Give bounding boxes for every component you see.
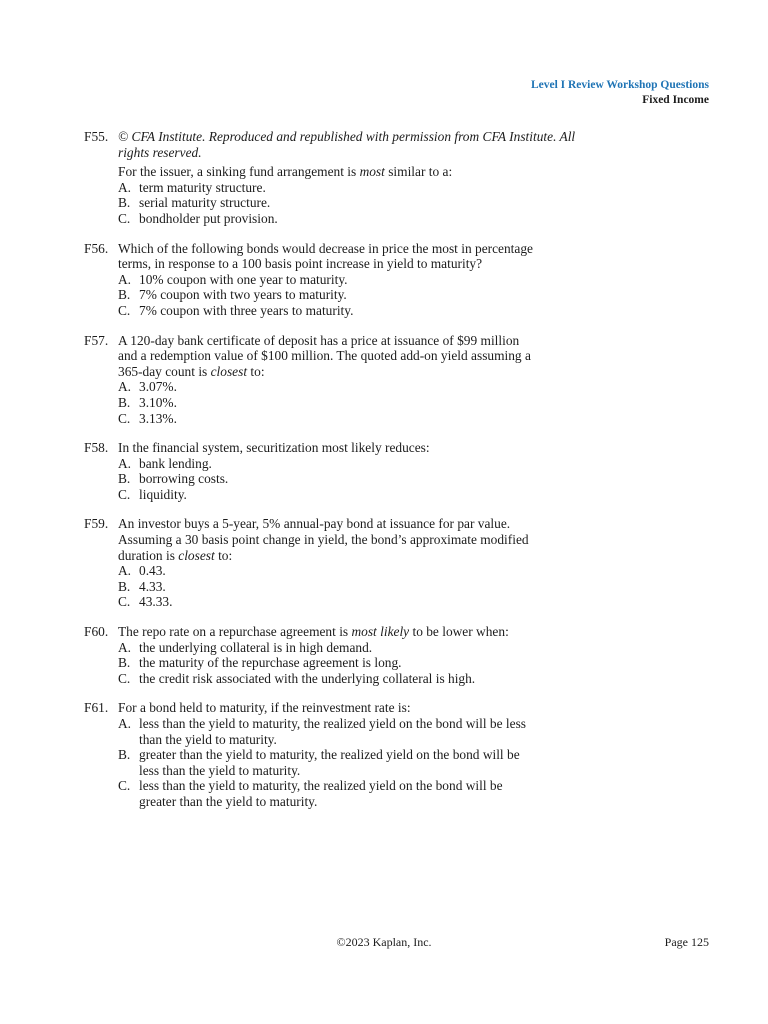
option-letter: C. <box>118 594 131 610</box>
question-list <box>84 129 584 824</box>
option-c <box>118 594 584 610</box>
option-letter: C. <box>118 410 131 426</box>
option-c <box>118 671 584 687</box>
option-text: greater than the yield to maturity, the realized yield on the bond will be <box>139 747 520 763</box>
option-text: greater than the yield to maturity. <box>139 793 318 809</box>
option-letter: A. <box>118 179 132 195</box>
option-letter: A. <box>118 271 132 287</box>
stem-line: Which of the following bonds would decrease in price the most in percentage <box>118 240 533 256</box>
option-text: than the yield to maturity. <box>139 731 277 747</box>
option-text: term maturity structure. <box>139 179 266 195</box>
notice-line: rights reserved. <box>118 144 202 160</box>
option-text: 10% coupon with one year to maturity. <box>139 271 348 287</box>
option-a <box>118 716 584 747</box>
option-a <box>118 563 584 579</box>
option-text: the maturity of the repurchase agreement is long. <box>139 655 402 671</box>
option-text: borrowing costs. <box>139 471 229 487</box>
stem-emphasis: most <box>359 164 385 180</box>
stem-line: For a bond held to maturity, if the reinvestment rate is: <box>118 700 411 716</box>
stem-text: 365-day count is <box>118 363 211 379</box>
stem-emphasis: most likely <box>351 624 410 640</box>
option-letter: C. <box>118 302 131 318</box>
stem-line <box>118 624 584 640</box>
page-number: Page 125 <box>664 935 709 949</box>
option-letter: A. <box>118 379 132 395</box>
option-text: 7% coupon with three years to maturity. <box>139 302 354 318</box>
option-text: 4.33. <box>139 578 166 594</box>
question-f58 <box>84 440 584 502</box>
option-letter: C. <box>118 210 131 226</box>
question-f61 <box>84 700 584 809</box>
option-text: less than the yield to maturity. <box>139 762 301 778</box>
option-letter: B. <box>118 195 131 211</box>
stem-emphasis: closest <box>210 363 248 379</box>
option-text: less than the yield to maturity, the realized yield on the bond will be less <box>139 716 526 731</box>
option-c <box>118 211 584 227</box>
option-text: 3.13%. <box>139 410 177 426</box>
stem-text: duration is <box>118 547 179 563</box>
option-letter: A. <box>118 455 132 471</box>
option-b <box>118 287 584 303</box>
option-b <box>118 395 584 411</box>
option-letter: C. <box>118 486 131 502</box>
stem-text: The repo rate on a repurchase agreement is <box>118 624 352 640</box>
option-letter: B. <box>118 578 131 594</box>
option-letter: A. <box>118 716 132 731</box>
option-a <box>118 180 584 196</box>
stem-line: In the financial system, securitization most likely reduces: <box>118 440 430 456</box>
option-text: 43.33. <box>139 594 173 610</box>
stem-text: to be lower when: <box>409 624 509 640</box>
option-text: serial maturity structure. <box>139 195 271 211</box>
option-letter: B. <box>118 747 131 763</box>
question-number: F60. <box>84 624 109 640</box>
option-letter: B. <box>118 471 131 487</box>
stem-line: An investor buys a 5-year, 5% annual-pay bond at issuance for par value. <box>118 516 511 532</box>
question-f57 <box>84 333 584 427</box>
stem-text: to: <box>214 547 233 563</box>
option-text: 3.07%. <box>139 379 177 395</box>
copyright-notice <box>118 129 584 160</box>
option-letter: C. <box>118 670 131 686</box>
header-title: Level I Review Workshop Questions <box>530 79 709 91</box>
option-letter: B. <box>118 655 131 671</box>
option-letter: B. <box>118 287 131 303</box>
option-c <box>118 411 584 427</box>
option-text: bondholder put provision. <box>139 210 278 226</box>
page-header <box>531 78 709 107</box>
question-number: F61. <box>84 700 109 716</box>
option-text: the underlying collateral is in high demand. <box>139 639 373 655</box>
stem-text: For the issuer, a sinking fund arrangement is <box>118 164 360 180</box>
stem-line <box>118 548 584 564</box>
notice-line: © CFA Institute. Reproduced and republished with permission from CFA Institute. All <box>118 129 576 144</box>
option-b <box>118 579 584 595</box>
option-text: liquidity. <box>139 486 187 502</box>
question-number: F58. <box>84 440 109 456</box>
option-text: bank lending. <box>139 455 212 471</box>
option-b <box>118 655 584 671</box>
option-c <box>118 487 584 503</box>
option-letter: B. <box>118 394 131 410</box>
option-text: 7% coupon with two years to maturity. <box>139 287 347 303</box>
stem-line: Assuming a 30 basis point change in yield, the bond’s approximate modified <box>118 532 529 548</box>
option-a <box>118 272 584 288</box>
option-c <box>118 778 584 809</box>
stem-line: A 120-day bank certificate of deposit has a price at issuance of $99 million <box>118 332 520 348</box>
question-stem <box>118 164 584 180</box>
option-b <box>118 471 584 487</box>
stem-emphasis: closest <box>178 547 215 563</box>
option-c <box>118 303 584 319</box>
stem-line <box>118 364 584 380</box>
option-a <box>118 456 584 472</box>
stem-text: to: <box>247 363 265 379</box>
option-b <box>118 195 584 211</box>
option-b <box>118 747 584 778</box>
question-f55 <box>84 129 584 227</box>
question-f60 <box>84 624 584 686</box>
option-text: less than the yield to maturity, the realized yield on the bond will be <box>139 778 503 794</box>
footer-copyright: ©2023 Kaplan, Inc. <box>336 935 432 949</box>
question-f59 <box>84 516 584 610</box>
stem-line: and a redemption value of $100 million. The quoted add-on yield assuming a <box>118 348 531 364</box>
option-letter: C. <box>118 778 131 794</box>
stem-text: similar to a: <box>384 164 453 180</box>
question-f56 <box>84 241 584 319</box>
question-number: F56. <box>84 240 109 256</box>
question-number: F55. <box>84 129 109 144</box>
option-text: 0.43. <box>139 563 166 579</box>
question-number: F59. <box>84 516 109 532</box>
question-number: F57. <box>84 332 109 348</box>
option-letter: A. <box>118 639 132 655</box>
option-a <box>118 640 584 656</box>
header-subtitle: Fixed Income <box>642 94 709 106</box>
option-text: the credit risk associated with the underlying collateral is high. <box>139 670 476 686</box>
option-text: 3.10%. <box>139 394 177 410</box>
option-letter: A. <box>118 563 132 579</box>
stem-line: terms, in response to a 100 basis point increase in yield to maturity? <box>118 256 483 272</box>
option-a <box>118 379 584 395</box>
